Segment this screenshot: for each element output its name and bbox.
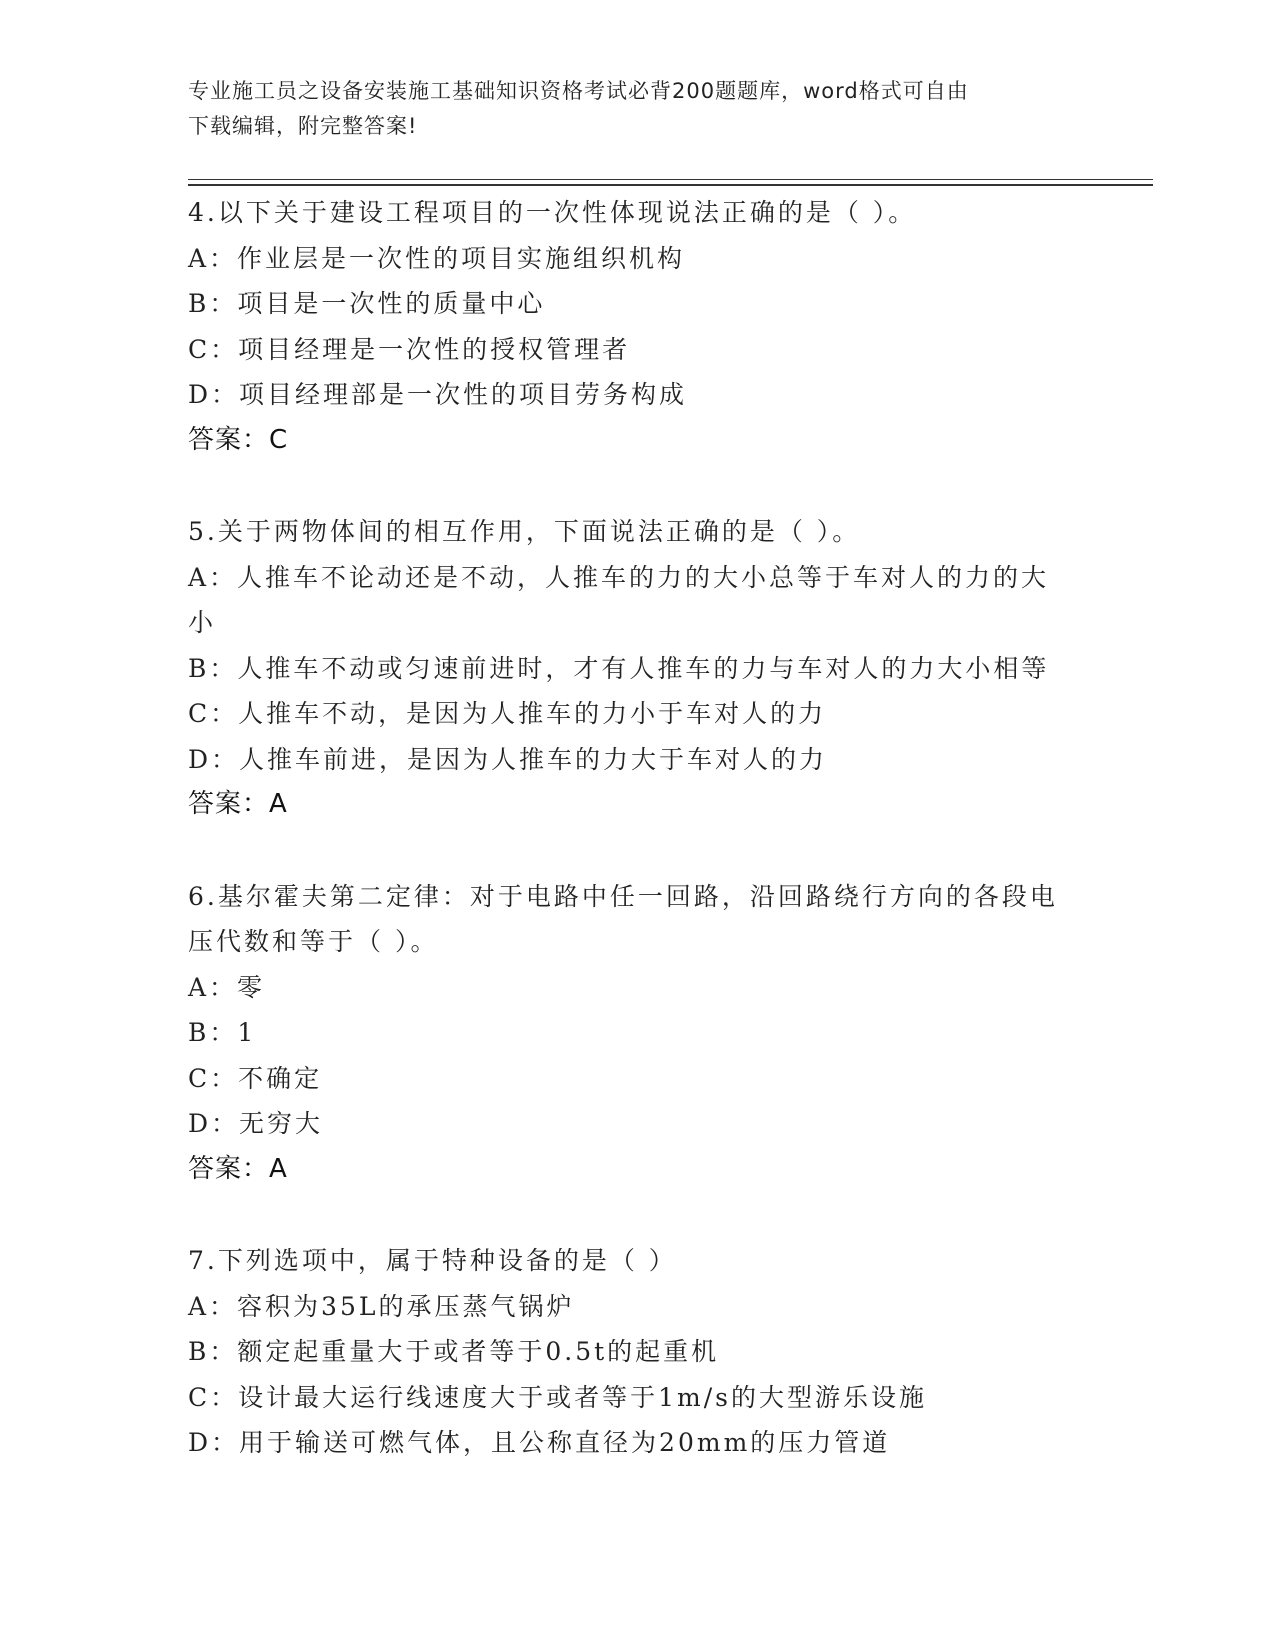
option-c: C：项目经理是一次性的授权管理者 <box>188 334 631 364</box>
question-stem: 7.下列选项中，属于特种设备的是（ ） <box>188 1246 677 1275</box>
answer-label: 答案：C <box>188 424 289 455</box>
option-a: A：零 <box>188 972 266 1002</box>
option-d: D：无穷大 <box>188 1109 324 1138</box>
question-item <box>188 509 1068 828</box>
question-item <box>188 190 1068 463</box>
option-d: D：项目经理部是一次性的项目劳务构成 <box>188 380 688 409</box>
option-a: A：人推车不论动还是不动，人推车的力的大小总等于车对人的力的大小 <box>188 562 1050 637</box>
option-c: C：不确定 <box>188 1063 323 1093</box>
option-d: D：用于输送可燃气体，且公称直径为20mm的压力管道 <box>188 1428 891 1457</box>
question-item <box>188 1238 1068 1466</box>
option-a: A：作业层是一次性的项目实施组织机构 <box>188 243 686 273</box>
answer-label: 答案：A <box>188 789 288 819</box>
header-line-1: 专业施工员之设备安装施工基础知识资格考试必背200题题库，word格式可自由 <box>188 79 969 103</box>
document-header <box>188 74 1088 144</box>
question-stem: 4.以下关于建设工程项目的一次性体现说法正确的是（ ）。 <box>188 198 917 227</box>
question-list <box>188 190 1068 1512</box>
header-divider-thin <box>188 179 1153 180</box>
header-divider-thick <box>188 184 1153 186</box>
option-c: C：人推车不动，是因为人推车的力小于车对人的力 <box>188 699 827 728</box>
option-b: B：额定起重量大于或者等于0.5t的起重机 <box>188 1337 720 1366</box>
header-line-2: 下载编辑，附完整答案! <box>188 114 418 138</box>
question-stem: 5.关于两物体间的相互作用，下面说法正确的是（ ）。 <box>188 517 861 546</box>
option-c: C：设计最大运行线速度大于或者等于1m/s的大型游乐设施 <box>188 1382 927 1412</box>
option-b: B：项目是一次性的质量中心 <box>188 289 546 318</box>
answer-label: 答案：A <box>188 1153 288 1184</box>
option-a: A：容积为35L的承压蒸气锅炉 <box>188 1291 575 1321</box>
question-item <box>188 874 1068 1193</box>
question-stem: 6.基尔霍夫第二定律：对于电路中任一回路，沿回路绕行方向的各段电压代数和等于（ ）。 <box>188 881 1058 956</box>
option-b: B：1 <box>188 1018 257 1047</box>
option-d: D：人推车前进，是因为人推车的力大于车对人的力 <box>188 744 828 774</box>
option-b: B：人推车不动或匀速前进时，才有人推车的力与车对人的力大小相等 <box>188 653 1050 683</box>
